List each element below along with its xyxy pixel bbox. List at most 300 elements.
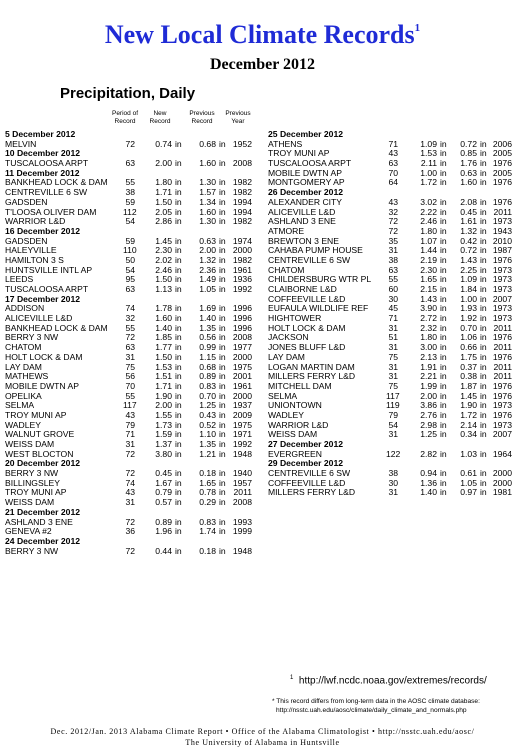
unit-label: in xyxy=(219,158,226,169)
unit-label: in xyxy=(440,158,447,169)
previous-record-value: 1.45 xyxy=(460,390,477,401)
period-of-record: 45 xyxy=(388,303,398,314)
unit-label: in xyxy=(440,235,447,246)
previous-year: 1940 xyxy=(232,468,252,479)
footnote-database-note: * This record differs from long-term data in the AOSC climate database: http://nsstc.uah.edu/aosc/climate/daily_climate_and_normals.php xyxy=(272,698,480,714)
previous-year: 2010 xyxy=(492,235,512,246)
previous-record-value: 0.66 xyxy=(460,342,477,353)
previous-year: 1936 xyxy=(232,274,252,285)
previous-record-value: 0.56 xyxy=(199,332,216,343)
unit-label: in xyxy=(440,419,447,430)
date-heading: 5 December 2012 xyxy=(5,129,76,139)
previous-record-value: 2.25 xyxy=(460,264,477,275)
unit-label: in xyxy=(175,284,182,294)
unit-label: in xyxy=(480,477,487,488)
previous-record-value: 1.60 xyxy=(199,206,216,217)
unit-label: in xyxy=(440,138,447,149)
previous-year: 1994 xyxy=(232,206,252,217)
period-of-record: 35 xyxy=(388,235,398,246)
period-of-record: 31 xyxy=(125,439,135,449)
period-of-record: 79 xyxy=(125,419,135,430)
previous-record-value: 1.30 xyxy=(199,177,216,188)
previous-year: 2011 xyxy=(233,487,252,498)
station-name: MILLERS FERRY L&D xyxy=(268,488,356,498)
unit-label: in xyxy=(175,245,182,256)
previous-year: 1982 xyxy=(232,254,252,265)
previous-record-value: 1.21 xyxy=(199,448,216,459)
unit-label: in xyxy=(480,225,487,236)
new-record-value: 1.99 xyxy=(420,380,437,391)
unit-label: in xyxy=(480,429,487,440)
period-of-record: 31 xyxy=(388,429,398,440)
station-name: MITCHELL DAM xyxy=(268,381,332,391)
period-of-record: 74 xyxy=(125,303,135,314)
previous-year: 1943 xyxy=(492,225,512,236)
previous-record-value: 1.57 xyxy=(199,187,216,198)
new-record-value: 2.32 xyxy=(420,322,437,333)
period-of-record: 31 xyxy=(388,342,398,353)
unit-label: in xyxy=(219,409,226,420)
period-of-record: 32 xyxy=(125,313,135,324)
previous-record-value: 1.05 xyxy=(460,477,477,488)
header-new-record: New Record xyxy=(149,110,171,125)
new-record-value: 1.44 xyxy=(420,245,437,256)
previous-year: 1993 xyxy=(232,516,252,527)
new-record-value: 2.30 xyxy=(420,264,437,275)
previous-year: 2011 xyxy=(493,371,512,382)
period-of-record: 54 xyxy=(125,264,135,275)
previous-record-value: 0.70 xyxy=(460,322,477,333)
previous-record-value: 1.25 xyxy=(199,400,216,411)
unit-label: in xyxy=(219,419,226,430)
period-of-record: 43 xyxy=(125,409,135,420)
station-name: MOBILE DWTN AP xyxy=(268,168,343,178)
station-name: SELMA xyxy=(268,391,298,401)
date-heading: 20 December 2012 xyxy=(5,458,81,469)
unit-label: in xyxy=(480,235,487,246)
new-record-value: 1.50 xyxy=(155,274,172,285)
station-name: LEEDS xyxy=(5,275,34,285)
unit-label: in xyxy=(480,380,487,391)
new-record-value: 1.50 xyxy=(155,351,172,362)
unit-label: in xyxy=(219,516,226,527)
previous-year: 2008 xyxy=(232,497,252,508)
station-name: WADLEY xyxy=(5,420,41,430)
unit-label: in xyxy=(219,264,226,275)
unit-label: in xyxy=(175,303,182,314)
header-previous-year: Previous Year xyxy=(225,110,251,125)
previous-year: 2009 xyxy=(232,409,252,420)
previous-record-value: 0.52 xyxy=(199,419,216,430)
unit-label: in xyxy=(480,361,487,372)
previous-record-value: 1.00 xyxy=(460,293,477,304)
unit-label: in xyxy=(219,361,226,372)
previous-year: 1973 xyxy=(492,274,512,285)
unit-label: in xyxy=(440,380,447,391)
unit-label: in xyxy=(480,419,487,430)
unit-label: in xyxy=(175,419,182,430)
period-of-record: 63 xyxy=(125,158,135,169)
station-name: MONTGOMERY AP xyxy=(268,178,345,188)
previous-year: 1971 xyxy=(232,429,252,440)
period-of-record: 38 xyxy=(388,468,398,479)
previous-record-value: 1.65 xyxy=(199,477,216,488)
station-name: BILLINGSLEY xyxy=(5,478,60,488)
unit-label: in xyxy=(219,400,226,411)
unit-label: in xyxy=(480,196,487,207)
new-record-value: 2.00 xyxy=(155,158,172,169)
new-record-value: 2.13 xyxy=(420,351,437,362)
period-of-record: 95 xyxy=(125,274,135,285)
date-heading: 27 December 2012 xyxy=(268,439,344,449)
period-of-record: 30 xyxy=(388,477,398,488)
previous-record-value: 1.43 xyxy=(460,254,477,265)
station-name: HOLT LOCK & DAM xyxy=(5,352,83,362)
new-record-value: 0.45 xyxy=(155,468,172,479)
unit-label: in xyxy=(440,409,447,420)
new-record-value: 1.00 xyxy=(420,167,437,178)
station-name: OPELIKA xyxy=(5,391,42,401)
date-heading: 17 December 2012 xyxy=(5,293,81,304)
unit-label: in xyxy=(440,487,447,498)
unit-label: in xyxy=(480,284,487,294)
unit-label: in xyxy=(480,487,487,498)
new-record-value: 2.11 xyxy=(420,158,437,169)
period-of-record: 63 xyxy=(388,264,398,275)
previous-year: 1948 xyxy=(232,545,252,556)
previous-year: 1994 xyxy=(232,196,252,207)
previous-year: 2000 xyxy=(492,477,512,488)
previous-record-value: 1.15 xyxy=(199,351,216,362)
previous-record-value: 0.42 xyxy=(460,235,477,246)
period-of-record: 55 xyxy=(125,177,135,188)
previous-year: 1976 xyxy=(492,409,512,420)
previous-year: 1975 xyxy=(232,361,252,372)
title-footnote-mark: 1 xyxy=(414,22,421,34)
unit-label: in xyxy=(440,274,447,285)
station-name: WEST BLOCTON xyxy=(5,449,74,459)
unit-label: in xyxy=(480,332,487,343)
new-record-value: 1.78 xyxy=(155,303,172,314)
new-record-value: 2.30 xyxy=(155,245,172,256)
previous-record-value: 1.84 xyxy=(460,284,477,294)
previous-record-value: 1.61 xyxy=(460,216,477,227)
previous-year: 1976 xyxy=(492,351,512,362)
new-record-value: 1.37 xyxy=(155,439,172,449)
station-name: BREWTON 3 ENE xyxy=(268,236,339,246)
period-of-record: 71 xyxy=(388,313,398,324)
new-record-value: 2.46 xyxy=(420,216,437,227)
previous-year: 1973 xyxy=(492,400,512,411)
period-of-record: 70 xyxy=(388,167,398,178)
new-record-value: 0.44 xyxy=(155,545,172,556)
table-row xyxy=(5,314,265,324)
unit-label: in xyxy=(175,177,182,188)
report-month: December 2012 xyxy=(210,56,315,73)
section-title: Precipitation, Daily xyxy=(60,85,196,102)
station-name: JACKSON xyxy=(268,333,309,343)
previous-record-value: 1.10 xyxy=(199,429,216,440)
unit-label: in xyxy=(480,264,487,275)
records-table-right xyxy=(268,130,525,498)
unit-label: in xyxy=(219,322,226,333)
period-of-record: 119 xyxy=(386,400,400,411)
unit-label: in xyxy=(219,245,226,256)
unit-label: in xyxy=(219,177,226,188)
period-of-record: 79 xyxy=(388,409,398,420)
unit-label: in xyxy=(219,187,226,198)
previous-record-value: 1.60 xyxy=(460,177,477,188)
unit-label: in xyxy=(219,439,226,449)
unit-label: in xyxy=(175,439,182,449)
previous-year: 1973 xyxy=(492,216,512,227)
previous-record-value: 1.75 xyxy=(460,351,477,362)
period-of-record: 38 xyxy=(388,254,398,265)
station-name: HUNTSVILLE INTL AP xyxy=(5,265,93,275)
new-record-value: 3.00 xyxy=(420,342,437,353)
unit-label: in xyxy=(175,497,182,508)
table-row xyxy=(5,266,265,276)
previous-year: 1976 xyxy=(492,332,512,343)
new-record-value: 1.13 xyxy=(155,284,172,294)
period-of-record: 31 xyxy=(388,487,398,498)
previous-record-value: 0.63 xyxy=(199,235,216,246)
new-record-value: 0.74 xyxy=(155,138,172,149)
new-record-value: 2.02 xyxy=(155,254,172,265)
unit-label: in xyxy=(175,409,182,420)
previous-record-value: 0.99 xyxy=(199,342,216,353)
new-record-value: 1.96 xyxy=(155,526,172,537)
unit-label: in xyxy=(480,206,487,217)
period-of-record: 43 xyxy=(388,148,398,159)
unit-label: in xyxy=(175,371,182,382)
unit-label: in xyxy=(440,477,447,488)
station-name: ALEXANDER CITY xyxy=(268,197,343,207)
unit-label: in xyxy=(480,158,487,169)
previous-record-value: 0.63 xyxy=(460,167,477,178)
station-name: BERRY 3 NW xyxy=(5,469,59,479)
new-record-value: 1.43 xyxy=(420,293,437,304)
new-record-value: 1.90 xyxy=(155,390,172,401)
unit-label: in xyxy=(440,293,447,304)
previous-year: 1976 xyxy=(492,158,512,169)
period-of-record: 31 xyxy=(388,361,398,372)
new-record-value: 1.36 xyxy=(420,477,437,488)
station-name: BERRY 3 NW xyxy=(5,333,59,343)
previous-year: 1999 xyxy=(232,526,252,537)
station-name: WEISS DAM xyxy=(5,440,55,449)
unit-label: in xyxy=(440,225,447,236)
unit-label: in xyxy=(440,351,447,362)
period-of-record: 72 xyxy=(125,138,135,149)
unit-label: in xyxy=(175,332,182,343)
unit-label: in xyxy=(175,390,182,401)
new-record-value: 1.51 xyxy=(155,371,172,382)
table-row xyxy=(5,333,265,343)
previous-year: 2007 xyxy=(492,429,512,440)
table-row xyxy=(5,401,265,411)
unit-label: in xyxy=(440,448,447,459)
new-record-value: 1.09 xyxy=(420,138,437,149)
station-name: WALNUT GROVE xyxy=(5,430,75,440)
unit-label: in xyxy=(480,322,487,333)
period-of-record: 54 xyxy=(125,216,135,227)
unit-label: in xyxy=(219,313,226,324)
unit-label: in xyxy=(480,351,487,362)
previous-year: 2000 xyxy=(492,468,512,479)
table-row xyxy=(5,430,265,440)
station-name: GENEVA #2 xyxy=(5,527,52,537)
previous-year: 1973 xyxy=(492,313,512,324)
previous-record-value: 0.72 xyxy=(460,138,477,149)
table-row xyxy=(5,440,265,450)
unit-label: in xyxy=(440,468,447,479)
previous-year: 1987 xyxy=(492,245,512,256)
previous-record-value: 2.36 xyxy=(199,264,216,275)
previous-record-value: 2.08 xyxy=(460,196,477,207)
previous-year: 2008 xyxy=(232,158,252,169)
unit-label: in xyxy=(175,361,182,372)
period-of-record: 72 xyxy=(388,216,398,227)
table-row xyxy=(5,479,265,489)
header-period-of-record: Period of Record xyxy=(111,110,139,125)
previous-record-value: 1.49 xyxy=(199,274,216,285)
unit-label: in xyxy=(175,429,182,440)
previous-record-value: 0.18 xyxy=(199,545,216,556)
station-name: T'LOOSA OLIVER DAM xyxy=(5,207,97,217)
previous-record-value: 1.60 xyxy=(199,158,216,169)
previous-year: 1974 xyxy=(232,235,252,246)
period-of-record: 31 xyxy=(388,322,398,333)
previous-record-value: 1.90 xyxy=(460,400,477,411)
table-row xyxy=(5,208,265,218)
station-name: COFFEEVILLE L&D xyxy=(268,478,346,488)
previous-year: 1976 xyxy=(492,380,512,391)
period-of-record: 59 xyxy=(125,196,135,207)
unit-label: in xyxy=(480,400,487,411)
new-record-value: 1.50 xyxy=(155,196,172,207)
station-name: WARRIOR L&D xyxy=(268,420,329,430)
previous-record-value: 1.32 xyxy=(199,254,216,265)
previous-year: 1982 xyxy=(232,177,252,188)
previous-record-value: 0.61 xyxy=(460,468,477,479)
previous-year: 1996 xyxy=(232,313,252,324)
table-row xyxy=(5,363,265,373)
station-name: ADDISON xyxy=(5,304,45,314)
station-name: TUSCALOOSA ARPT xyxy=(5,285,89,294)
previous-year: 2001 xyxy=(232,371,252,382)
unit-label: in xyxy=(480,148,487,159)
new-record-value: 3.02 xyxy=(420,196,437,207)
previous-record-value: 1.40 xyxy=(199,313,216,324)
unit-label: in xyxy=(175,545,182,556)
new-record-value: 0.89 xyxy=(155,516,172,527)
new-record-value: 1.85 xyxy=(155,332,172,343)
station-name: LAY DAM xyxy=(5,362,42,372)
new-record-value: 3.90 xyxy=(420,303,437,314)
station-name: CLAIBORNE L&D xyxy=(268,285,337,294)
previous-year: 1976 xyxy=(492,196,512,207)
footnote-url: $^1$ http://lwf.ncdc.noaa.gov/extremes/records/ xyxy=(290,675,487,687)
new-record-value: 1.53 xyxy=(420,148,437,159)
new-record-value: 1.25 xyxy=(420,429,437,440)
station-name: BERRY 3 NW xyxy=(5,546,59,556)
table-row xyxy=(5,256,265,266)
previous-year: 1952 xyxy=(232,138,252,149)
new-record-value: 1.40 xyxy=(155,322,172,333)
table-row xyxy=(5,382,265,392)
period-of-record: 55 xyxy=(388,274,398,285)
new-record-value: 1.72 xyxy=(420,177,437,188)
unit-label: in xyxy=(219,390,226,401)
previous-record-value: 0.85 xyxy=(460,148,477,159)
period-of-record: 55 xyxy=(125,322,135,333)
previous-record-value: 0.68 xyxy=(199,361,216,372)
table-row xyxy=(5,275,265,285)
new-record-value: 2.19 xyxy=(420,254,437,265)
unit-label: in xyxy=(175,516,182,527)
previous-year: 2011 xyxy=(493,361,512,372)
previous-record-value: 1.35 xyxy=(199,439,216,449)
station-name: HOLT LOCK & DAM xyxy=(268,323,346,333)
unit-label: in xyxy=(440,254,447,265)
previous-year: 1937 xyxy=(232,400,252,411)
unit-label: in xyxy=(480,342,487,353)
previous-year: 2011 xyxy=(493,322,512,333)
previous-year: 1973 xyxy=(492,303,512,314)
new-record-value: 0.79 xyxy=(155,487,172,498)
unit-label: in xyxy=(440,342,447,353)
station-name: JONES BLUFF L&D xyxy=(268,343,346,353)
previous-record-value: 0.89 xyxy=(199,371,216,382)
previous-year: 1948 xyxy=(232,448,252,459)
period-of-record: 70 xyxy=(125,380,135,391)
period-of-record: 72 xyxy=(125,516,135,527)
new-record-value: 2.98 xyxy=(420,419,437,430)
unit-label: in xyxy=(219,526,226,537)
previous-record-value: 0.34 xyxy=(460,429,477,440)
station-name: BANKHEAD LOCK & DAM xyxy=(5,178,108,188)
station-name: ALICEVILLE L&D xyxy=(268,207,336,217)
unit-label: in xyxy=(440,332,447,343)
unit-label: in xyxy=(219,468,226,479)
period-of-record: 32 xyxy=(388,206,398,217)
previous-year: 2011 xyxy=(493,206,512,217)
unit-label: in xyxy=(175,216,182,227)
date-heading: 24 December 2012 xyxy=(5,535,81,546)
station-name: MOBILE DWTN AP xyxy=(5,381,80,391)
unit-label: in xyxy=(440,284,447,294)
table-row xyxy=(5,178,265,188)
new-record-value: 2.21 xyxy=(420,371,437,382)
station-name: HIGHTOWER xyxy=(268,314,322,324)
unit-label: in xyxy=(440,322,447,333)
unit-label: in xyxy=(440,196,447,207)
table-row xyxy=(5,469,265,479)
new-record-value: 1.67 xyxy=(155,477,172,488)
station-name: UNIONTOWN xyxy=(268,401,322,411)
period-of-record: 117 xyxy=(386,390,400,401)
unit-label: in xyxy=(219,254,226,265)
previous-year: 1976 xyxy=(492,254,512,265)
new-record-value: 1.40 xyxy=(420,487,437,498)
previous-year: 1996 xyxy=(232,322,252,333)
unit-label: in xyxy=(480,390,487,401)
new-record-value: 0.94 xyxy=(420,468,437,479)
unit-label: in xyxy=(480,409,487,420)
period-of-record: 72 xyxy=(125,448,135,459)
unit-label: in xyxy=(440,313,447,324)
